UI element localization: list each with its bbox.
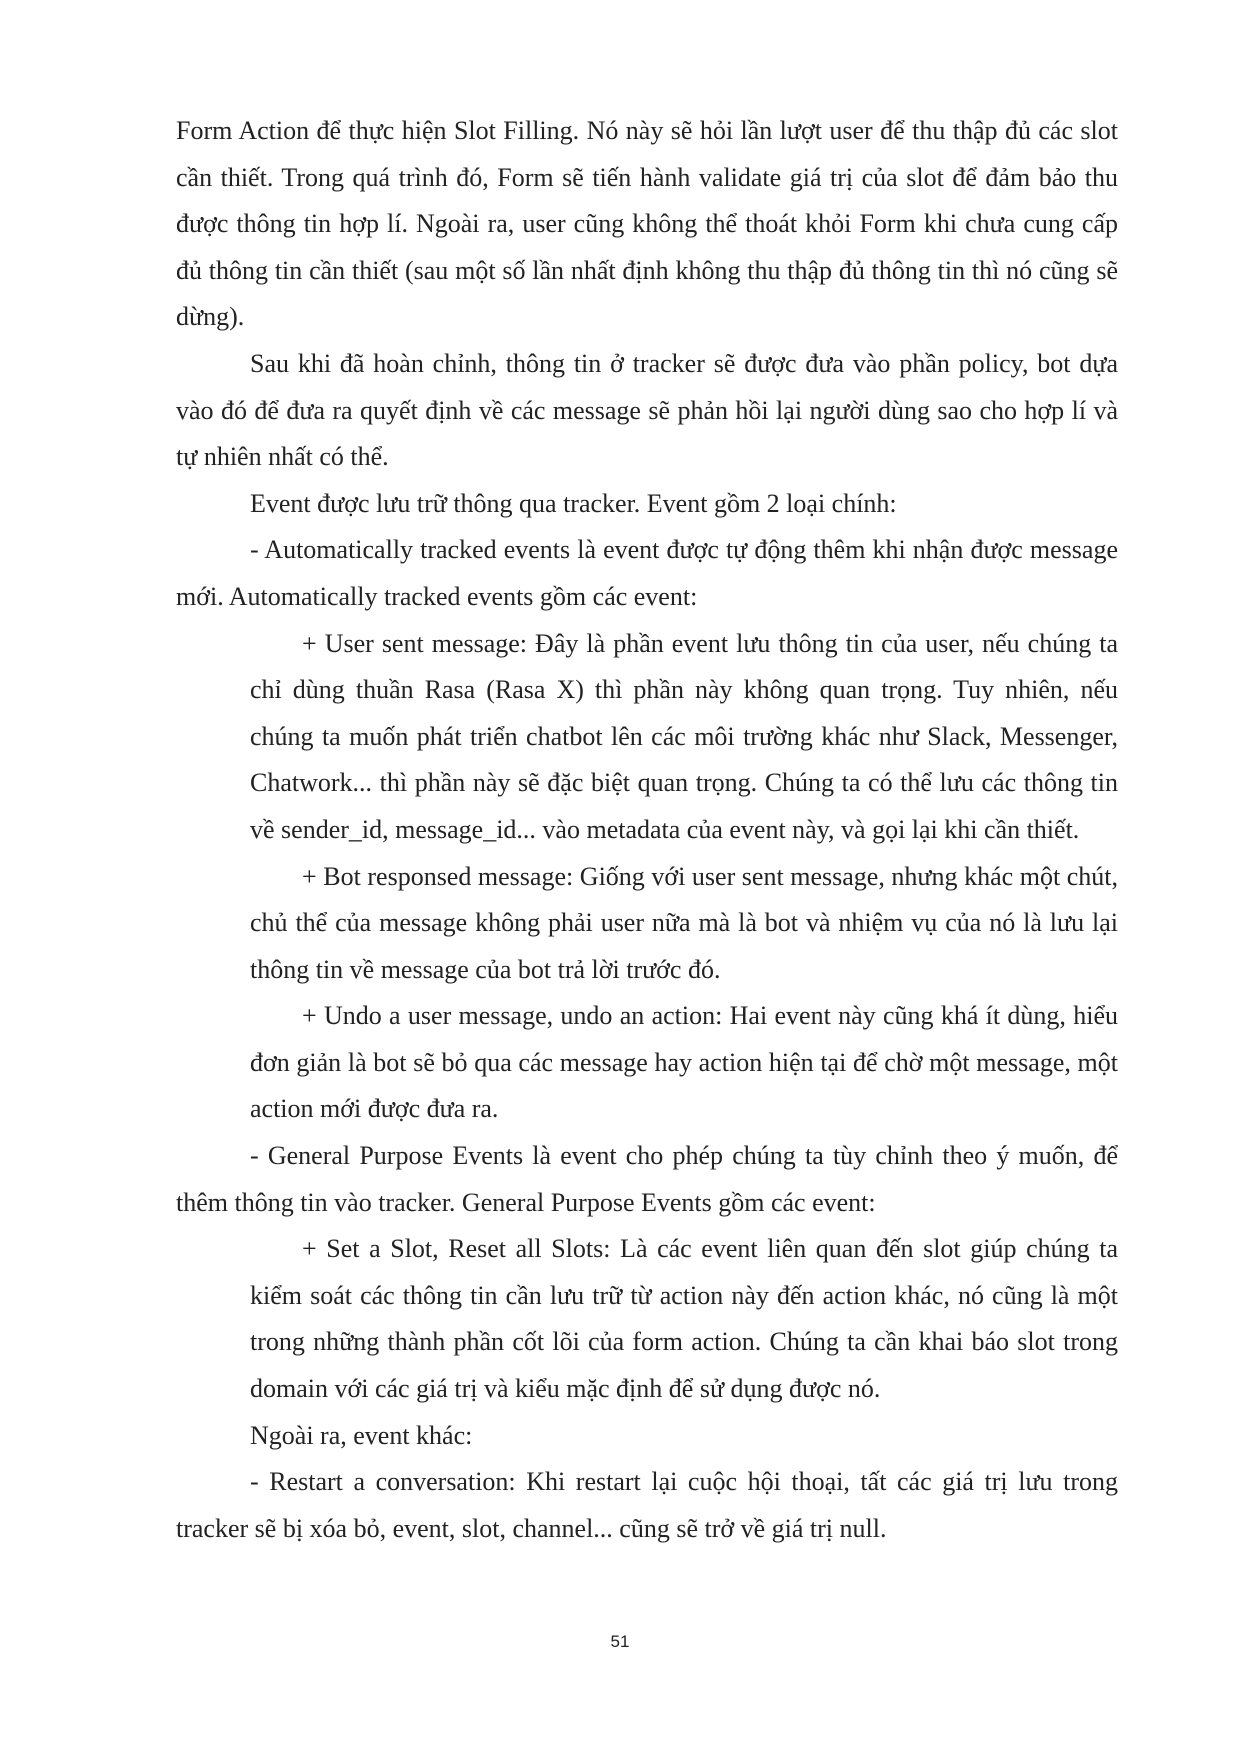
paragraph-policy: Sau khi đã hoàn chỉnh, thông tin ở tracker sẽ được đưa vào phần policy, bot dựa vào đó để đưa ra quyết định về các message sẽ phản hồi lại người dùng sao cho hợp lí và tự nhiên nhất có thể. <box>176 348 1118 472</box>
paragraph-user-sent-message: + User sent message: Đây là phần event lưu thông tin của user, nếu chúng ta chỉ dùng thuần Rasa (Rasa X) thì phần này không quan trọng. Tuy nhiên, nếu chúng ta muốn phát triển chatbot lên các môi trường khác như Slack, Messenger, Chatwork... thì phần này sẽ đặc biệt quan trọng. Chúng ta có thể lưu các thông tin về sender_id, message_id... vào metadata của event này, và gọi lại khi cần thiết. <box>250 628 1118 844</box>
paragraph-automatically-tracked: - Automatically tracked events là event được tự động thêm khi nhận được message mới. Automatically tracked events gồm các event: <box>176 535 1118 611</box>
paragraph-form-action: Form Action để thực hiện Slot Filling. Nó này sẽ hỏi lần lượt user để thu thập đủ các slot cần thiết. Trong quá trình đó, Form sẽ tiến hành validate giá trị của slot để đảm bảo thu được thông tin hợp lí. Ngoài ra, user cũng không thể thoát khỏi Form khi chưa cung cấp đủ thông tin cần thiết (sau một số lần nhất định không thu thập đủ thông tin thì nó cũng sẽ dừng). <box>176 116 1118 332</box>
paragraph-event-types: Event được lưu trữ thông qua tracker. Event gồm 2 loại chính: <box>250 488 897 518</box>
paragraph-general-purpose: - General Purpose Events là event cho phép chúng ta tùy chỉnh theo ý muốn, để thêm thông tin vào tracker. General Purpose Events gồm các event: <box>176 1141 1118 1217</box>
document-page <box>176 108 1118 1552</box>
paragraph-other-events: Ngoài ra, event khác: <box>250 1420 473 1450</box>
page-number: 51 <box>610 1632 630 1651</box>
paragraph-set-slot: + Set a Slot, Reset all Slots: Là các event liên quan đến slot giúp chúng ta kiểm soát các thông tin cần lưu trữ từ action này đến action khác, nó cũng là một trong những thành phần cốt lõi của form action. Chúng ta cần khai báo slot trong domain với các giá trị và kiểu mặc định để sử dụng được nó. <box>250 1234 1118 1404</box>
paragraph-restart-conversation: - Restart a conversation: Khi restart lại cuộc hội thoại, tất các giá trị lưu trong tracker sẽ bị xóa bỏ, event, slot, channel... cũng sẽ trở về giá trị null. <box>176 1467 1118 1543</box>
paragraph-undo: + Undo a user message, undo an action: Hai event này cũng khá ít dùng, hiểu đơn giản là bot sẽ bỏ qua các message hay action hiện tại để chờ một message, một action mới được đưa ra. <box>250 1001 1118 1124</box>
paragraph-bot-responsed-message: + Bot responsed message: Giống với user sent message, nhưng khác một chút, chủ thể của message không phải user nữa mà là bot và nhiệm vụ của nó là lưu lại thông tin về message của bot trả lời trước đó. <box>250 861 1118 984</box>
